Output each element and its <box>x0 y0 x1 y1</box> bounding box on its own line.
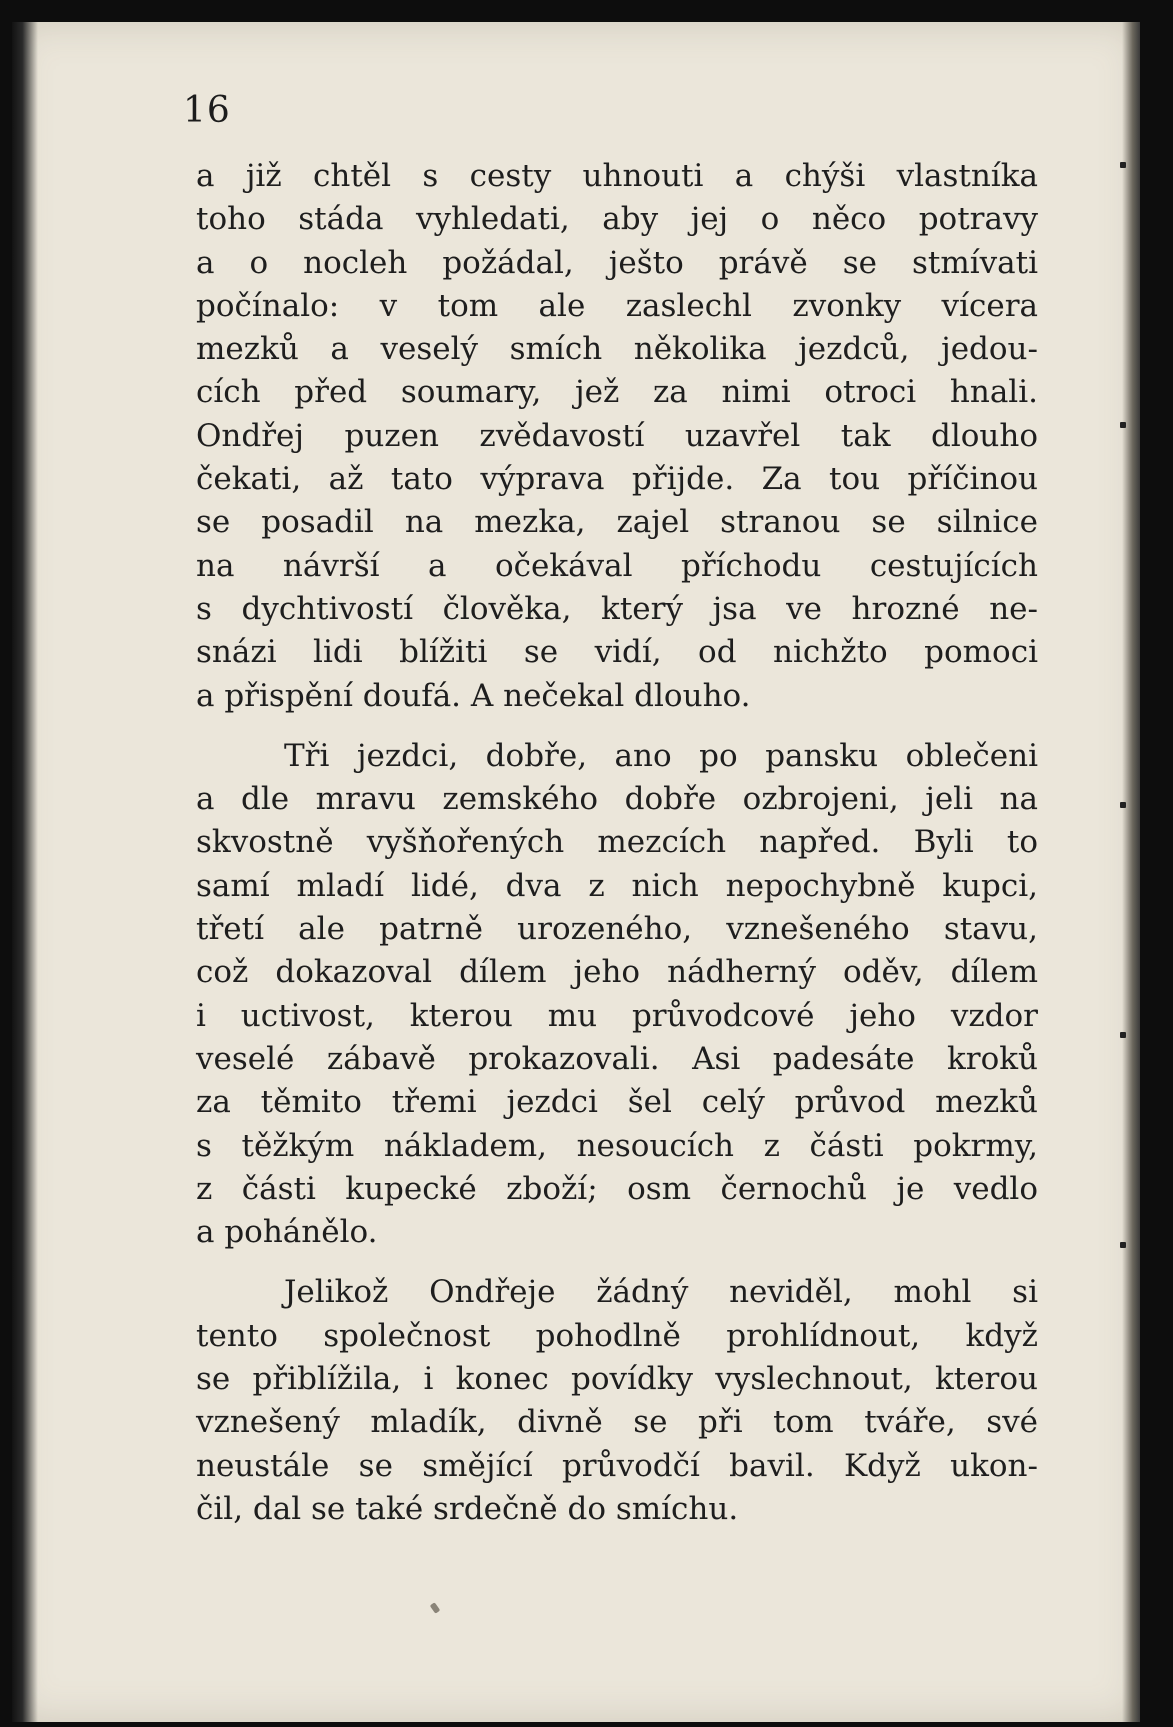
text-line: Ondřej puzen zvědavostí uzavřel tak dlouho <box>196 417 1038 454</box>
text-line: samí mladí lidé, dva z nich nepochybně kupci, <box>196 867 1038 904</box>
text-line: počínalo: v tom ale zaslechl zvonky vícera <box>196 287 1038 324</box>
text-line: vznešený mladík, divně se při tom tváře, své <box>196 1404 1038 1441</box>
text-line: čil, dal se také srdečně do smíchu. <box>196 1490 739 1527</box>
edge-speck <box>1120 802 1126 808</box>
edge-speck <box>1120 422 1126 428</box>
text-line: snázi lidi blížiti se vidí, od nichžto pomoci <box>196 634 1038 671</box>
text-line: toho stáda vyhledati, aby jej o něco potravy <box>196 201 1038 238</box>
page-right-edge <box>1122 22 1140 1722</box>
text-line: Jelikož Ondřeje žádný neviděl, mohl si <box>284 1274 1038 1311</box>
text-line: veselé zábavě prokazovali. Asi padesáte kroků <box>196 1040 1038 1077</box>
text-line: za těmito třemi jezdci šel celý průvod mezků <box>196 1084 1038 1121</box>
text-line: se přiblížila, i konec povídky vyslechnout, kterou <box>196 1361 1038 1398</box>
paragraph <box>196 155 1038 718</box>
text-line: skvostně vyšňořených mezcích napřed. Byli to <box>196 824 1038 861</box>
edge-speck <box>1120 162 1126 168</box>
text-line: s dychtivostí člověka, který jsa ve hrozné ne- <box>196 590 1038 627</box>
text-line: mezků a veselý smích několika jezdců, jedou- <box>196 331 1038 368</box>
text-line: tento společnost pohodlně prohlídnout, když <box>196 1317 1038 1354</box>
book-gutter-shadow <box>12 22 38 1722</box>
text-line: třetí ale patrně urozeného, vznešeného stavu, <box>196 911 1038 948</box>
edge-speck <box>1120 1032 1126 1038</box>
paragraph <box>196 735 1038 1255</box>
text-line: neustále se smějící průvodčí bavil. Když ukon- <box>196 1447 1038 1484</box>
edge-speck <box>1120 1242 1126 1248</box>
text-line: a přispění doufá. A nečekal dlouho. <box>196 677 751 714</box>
text-line: a o nocleh požádal, ješto právě se stmívati <box>196 244 1038 281</box>
page-number: 16 <box>183 90 231 131</box>
text-line: a již chtěl s cesty uhnouti a chýši vlastníka <box>196 158 1038 194</box>
text-line: a dle mravu zemského dobře ozbrojeni, jeli na <box>196 781 1038 818</box>
text-line: čekati, až tato výprava přijde. Za tou příčinou <box>196 461 1038 498</box>
text-line: z části kupecké zboží; osm černochů je vedlo <box>196 1170 1038 1207</box>
body-text <box>196 155 1038 1531</box>
text-line: cích před soumary, jež za nimi otroci hnali. <box>196 374 1038 411</box>
text-line: což dokazoval dílem jeho nádherný oděv, dílem <box>196 954 1038 991</box>
paragraph <box>196 1271 1038 1531</box>
text-line: Tři jezdci, dobře, ano po pansku oblečeni <box>284 737 1038 774</box>
text-line: s těžkým nákladem, nesoucích z části pokrmy, <box>196 1127 1038 1164</box>
text-line: se posadil na mezka, zajel stranou se silnice <box>196 504 1038 541</box>
text-line: na návrší a očekával příchodu cestujících <box>196 547 1038 584</box>
text-line: a pohánělo. <box>196 1214 378 1251</box>
text-line: i uctivost, kterou mu průvodcové jeho vzdor <box>196 997 1038 1034</box>
